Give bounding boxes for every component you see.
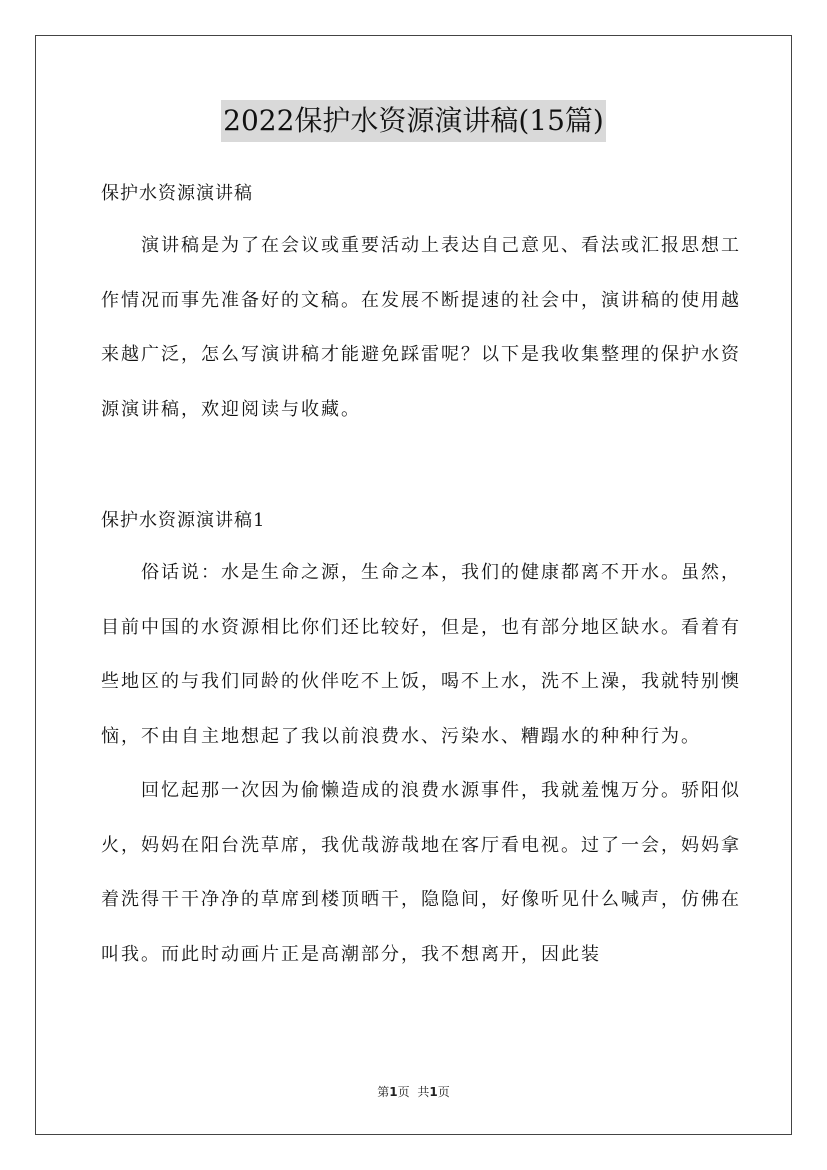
footer-total-suffix: 页 [437,1085,450,1099]
footer-page-number: 1 [389,1085,398,1099]
document-body [101,174,741,982]
footer-page-suffix: 页 [397,1085,410,1099]
intro-paragraph: 演讲稿是为了在会议或重要活动上表达自己意见、看法或汇报思想工作情况而事先准备好的文稿。在发展不断提速的社会中，演讲稿的使用越来越广泛，怎么写演讲稿才能避免踩雷呢？以下是我收集整理的保护水资源演讲稿，欢迎阅读与收藏。 [101,235,741,420]
footer-total-prefix: 共 [417,1085,430,1099]
section-heading: 保护水资源演讲稿1 [101,510,266,531]
intro-heading: 保护水资源演讲稿 [101,183,253,204]
footer-page-prefix: 第 [377,1085,390,1099]
section-paragraph-2: 回忆起那一次因为偷懒造成的浪费水源事件，我就羞愧万分。骄阳似火，妈妈在阳台洗草席，我优哉游哉地在客厅看电视。过了一会，妈妈拿着洗得干干净净的草席到楼顶晒干，隐隐间，好像听见什么喊声，仿佛在叫我。而此时动画片正是高潮部分，我不想离开，因此装 [101,780,741,965]
section-spacer [101,437,741,501]
footer-total-number: 1 [429,1085,438,1099]
title-container [0,100,827,142]
page-footer [0,1083,827,1100]
document-title: 2022保护水资源演讲稿(15篇) [221,100,606,142]
section-paragraph-1: 俗话说：水是生命之源，生命之本，我们的健康都离不开水。虽然，目前中国的水资源相比你们还比较好，但是，也有部分地区缺水。看着有些地区的与我们同龄的伙伴吃不上饭，喝不上水，洗不上澡，我就特别懊恼，不由自主地想起了我以前浪费水、污染水、糟蹋水的种种行为。 [101,562,741,747]
